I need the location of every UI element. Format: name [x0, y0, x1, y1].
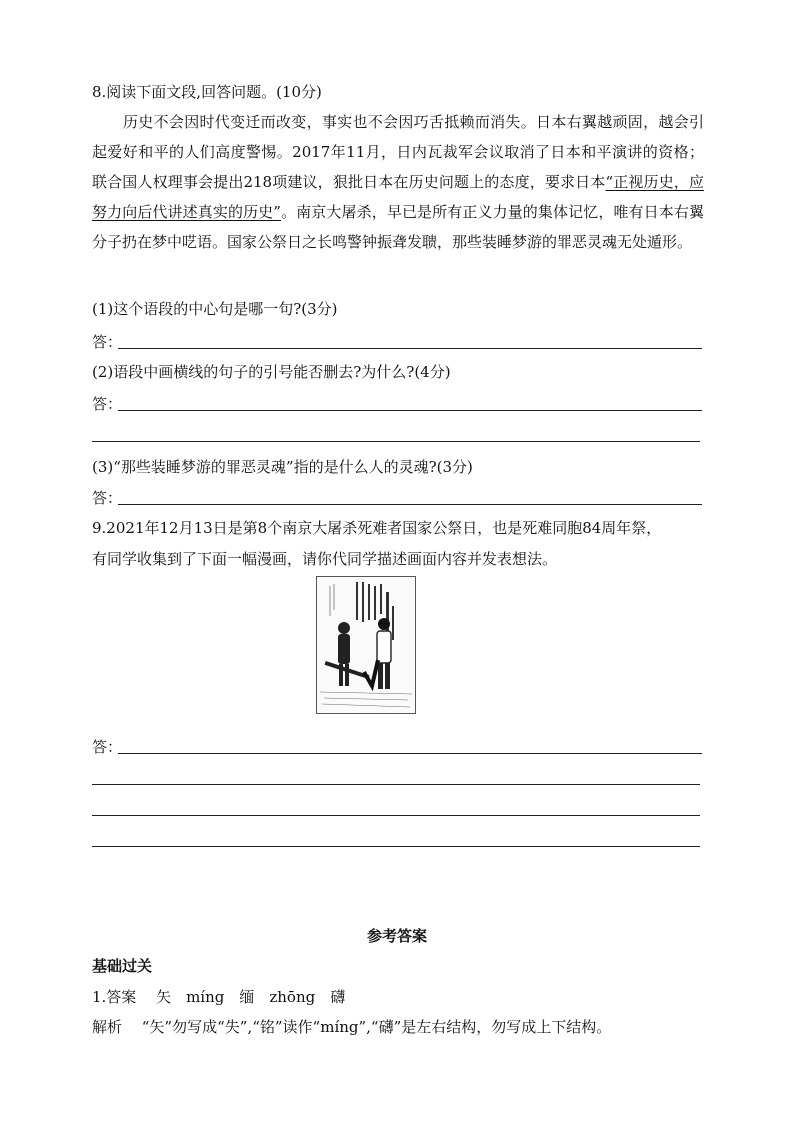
answers-heading: 参考答案 — [366, 927, 427, 945]
q8-passage — [92, 107, 704, 257]
q8-sub1-answer-label: 答： — [92, 333, 123, 351]
q8-passage-part2: 。南京大屠杀，早已是所有正义力量的集体记忆，唯有日本右翼分子扔在梦中呓语。国家公祭日之长鸣警钟振聋发聩，那些装睡梦游的罪恶灵魂无处遁形。 — [92, 203, 704, 251]
q8-sub1-answer-line[interactable] — [118, 348, 702, 349]
q8-sub1: (1)这个语段的中心句是哪一句?(3分) — [92, 300, 338, 318]
q9-answer-line-2[interactable] — [92, 784, 700, 785]
q8-sub3: (3)“那些装睡梦游的罪恶灵魂”指的是什么人的灵魂?(3分) — [92, 458, 473, 476]
q8-sub3-answer-line[interactable] — [118, 504, 702, 505]
q9-answer-line-1[interactable] — [118, 753, 702, 754]
q8-sub2: (2)语段中画横线的句子的引号能否删去?为什么?(4分) — [92, 363, 451, 381]
q9-answer-line-4[interactable] — [92, 846, 700, 847]
q9-line2: 有同学收集到了下面一幅漫画，请你代同学描述画面内容并发表想法。 — [92, 550, 558, 568]
answer-1: 1.答案 矢 míng 缅 zhōng 礴 — [92, 988, 346, 1006]
q8-title: 8.阅读下面文段,回答问题。(10分) — [92, 83, 322, 101]
q9-answer-label: 答： — [92, 738, 123, 756]
q8-sub2-answer-line-2[interactable] — [92, 441, 700, 442]
q9-answer-line-3[interactable] — [92, 815, 700, 816]
q8-sub2-answer-label: 答： — [92, 395, 123, 413]
q8-sub2-answer-line-1[interactable] — [118, 410, 702, 411]
answers-section-title: 基础过关 — [92, 957, 153, 975]
answer-1-explanation: 解析 “矢”勿写成“失”,“铭”读作“míng”,“礴”是左右结构，勿写成上下结构。 — [92, 1018, 612, 1036]
q8-passage-part1: 历史不会因时代变迁而改变，事实也不会因巧舌抵赖而消失。日本右翼越顽固，越会引起爱好和平的人们高度警惕。2017年11月，日内瓦裁军会议取消了日本和平演讲的资格；联合国人权理事会提出218项建议，狠批日本在历史问题上的态度，要求日本 — [92, 113, 704, 191]
q8-underlined-sentence: “正视历史，应努力向后代讲述真实的历史” — [92, 173, 704, 221]
cartoon-illustration — [316, 576, 416, 714]
q9-line1: 9.2021年12月13日是第8个南京大屠杀死难者国家公祭日，也是死难同胞84周年祭， — [92, 519, 662, 537]
q8-sub3-answer-label: 答： — [92, 489, 123, 507]
